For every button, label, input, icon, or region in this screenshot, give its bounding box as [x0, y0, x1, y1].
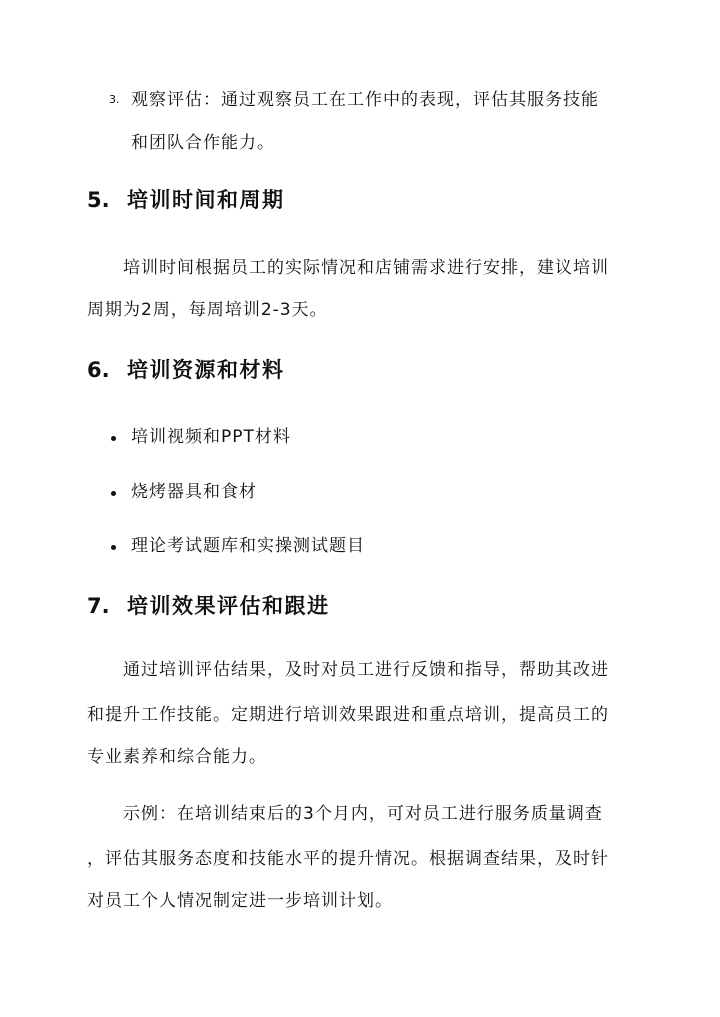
bullet-item: 烧烤器具和食材	[131, 482, 257, 502]
section-title: 培训效果评估和跟进	[127, 594, 330, 618]
paragraph-line: 示例：在培训结束后的3个月内，可对员工进行服务质量调查	[123, 804, 603, 824]
section-number: 5.	[87, 188, 110, 212]
paragraph-line: ，评估其服务态度和技能水平的提升情况。根据调查结果，及时针	[87, 849, 609, 869]
bullet-item: 理论考试题库和实操测试题目	[131, 536, 365, 556]
bullet-item: 培训视频和PPT材料	[131, 427, 291, 447]
section-heading-7	[87, 592, 330, 620]
paragraph-line: 培训时间根据员工的实际情况和店铺需求进行安排，建议培训	[123, 258, 609, 278]
paragraph-line: 和提升工作技能。定期进行培训效果跟进和重点培训，提高员工的	[87, 705, 609, 725]
list-item-text-continued: 和团队合作能力。	[131, 133, 275, 153]
section-number: 6.	[87, 358, 110, 382]
paragraph-line: 对员工个人情况制定进一步培训计划。	[87, 891, 393, 911]
section-heading-6	[87, 356, 285, 384]
paragraph-line: 专业素养和综合能力。	[87, 747, 267, 767]
list-item-text: 观察评估：通过观察员工在工作中的表现，评估其服务技能	[131, 90, 599, 110]
bullet-icon	[111, 491, 116, 496]
section-title: 培训资源和材料	[127, 358, 285, 382]
bullet-icon	[111, 545, 116, 550]
bullet-icon	[111, 436, 116, 441]
section-number: 7.	[87, 594, 110, 618]
section-heading-5	[87, 186, 285, 214]
list-item-number: 3.	[109, 93, 120, 106]
section-title: 培训时间和周期	[127, 188, 285, 212]
paragraph-line: 周期为2周，每周培训2-3天。	[87, 300, 328, 320]
paragraph-line: 通过培训评估结果，及时对员工进行反馈和指导，帮助其改进	[123, 660, 609, 680]
